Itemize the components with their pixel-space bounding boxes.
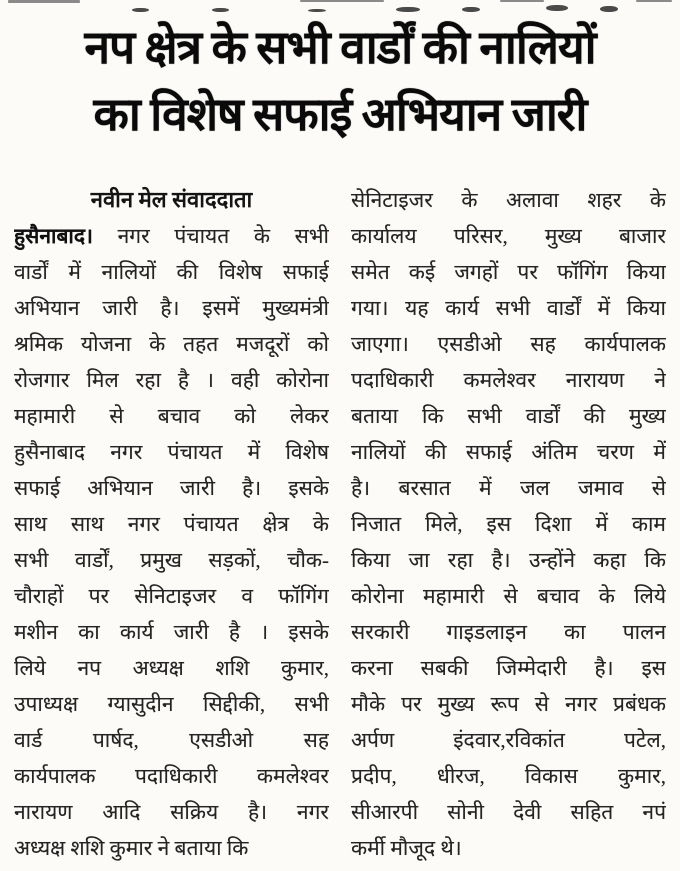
body-line: हुसैनाबाद नगर पंचायत में विशेष <box>14 440 329 464</box>
body-line: वार्ड पार्षद, एसडीओ सह <box>14 728 329 752</box>
body-line: वार्डों में नालियों की विशेष सफाई <box>14 260 329 284</box>
body-line: निजात मिले, इस दिशा में काम <box>351 512 666 536</box>
body-line: अर्पण इंदवार,रविकांत पटेल, <box>351 728 666 752</box>
body-line: कार्यालय परिसर, मुख्य बाजार <box>351 224 666 248</box>
torn-text-fragment <box>636 0 672 2</box>
clipping-top-edge <box>0 0 680 14</box>
torn-text-fragment <box>546 5 568 11</box>
dateline-rest: नगर पंचायत के सभी <box>117 224 329 248</box>
torn-text-fragment <box>500 0 544 2</box>
body-line: मशीन का कार्य जारी है । इसके <box>14 620 329 644</box>
body-line: नारायण आदि सक्रिय है। नगर <box>14 800 329 824</box>
body-line: श्रमिक योजना के तहत मजदूरों को <box>14 332 329 356</box>
left-column-lines <box>14 254 329 866</box>
body-line: कोरोना महामारी से बचाव के लिये <box>351 584 666 608</box>
body-line: बताया कि सभी वार्डों की मुख्य <box>351 404 666 428</box>
article-headline <box>0 0 680 148</box>
torn-text-fragment <box>8 0 80 3</box>
body-line: किया जा रहा है। उन्होंने कहा कि <box>351 548 666 572</box>
right-column-lines <box>351 182 666 866</box>
torn-text-fragment <box>462 7 480 12</box>
body-line: है। बरसात में जल जमाव से <box>351 476 666 500</box>
body-line: साथ साथ नगर पंचायत क्षेत्र के <box>14 512 329 536</box>
torn-text-fragment <box>132 8 149 12</box>
body-line: सभी वार्डों, प्रमुख सड़कों, चौक- <box>14 548 329 572</box>
body-line: करना सबकी जिम्मेदारी है। इस <box>351 656 666 680</box>
body-line: सफाई अभियान जारी है। इसके <box>14 476 329 500</box>
body-line: सरकारी गाइडलाइन का पालन <box>351 620 666 644</box>
body-line: रोजगार मिल रहा है । वही कोरोना <box>14 368 329 392</box>
article-body <box>0 182 680 866</box>
body-line: जाएगा। एसडीओ सह कार्यपालक <box>351 332 666 356</box>
body-line: प्रदीप, धीरज, विकास कुमार, <box>351 764 666 788</box>
body-line: अध्यक्ष शशि कुमार ने बताया कि <box>14 836 249 860</box>
body-line: सीआरपी सोनी देवी सहित नपं <box>351 800 666 824</box>
body-line: नालियों की सफाई अंतिम चरण में <box>351 440 666 464</box>
body-line: अभियान जारी है। इसमें मुख्यमंत्री <box>14 296 329 320</box>
headline-line-2: का विशेष सफाई अभियान जारी <box>93 89 587 140</box>
torn-text-fragment <box>396 7 420 12</box>
byline: नवीन मेल संवाददाता <box>90 187 253 212</box>
body-line: पदाधिकारी कमलेश्वर नारायण ने <box>351 368 666 392</box>
body-line: चौराहों पर सेनिटाइजर व फॉगिंग <box>14 584 329 608</box>
body-line: कार्यपालक पदाधिकारी कमलेश्वर <box>14 764 329 788</box>
body-line: गया। यह कार्य सभी वार्डों में किया <box>351 296 666 320</box>
body-line: कर्मी मौजूद थे। <box>351 836 462 860</box>
headline-line-1: नप क्षेत्र के सभी वार्डों की नालियों <box>84 22 596 73</box>
article-column-left <box>14 182 329 866</box>
torn-text-fragment <box>600 6 618 12</box>
body-line: सेनिटाइजर के अलावा शहर के <box>351 188 666 212</box>
body-line: उपाध्यक्ष ग्यासुदीन सिद्दीकी, सभी <box>14 692 329 716</box>
torn-text-fragment <box>300 0 384 2</box>
body-line: मौके पर मुख्य रूप से नगर प्रबंधक <box>351 692 666 716</box>
dateline: हुसैनाबाद। <box>14 224 93 248</box>
body-line: समेत कई जगहों पर फॉगिंग किया <box>351 260 666 284</box>
article-column-right <box>351 182 666 866</box>
body-line: लिये नप अध्यक्ष शशि कुमार, <box>14 656 329 680</box>
torn-text-fragment <box>212 8 229 12</box>
torn-text-fragment <box>308 9 326 12</box>
body-line: महामारी से बचाव को लेकर <box>14 404 329 428</box>
dateline-row <box>14 218 329 254</box>
